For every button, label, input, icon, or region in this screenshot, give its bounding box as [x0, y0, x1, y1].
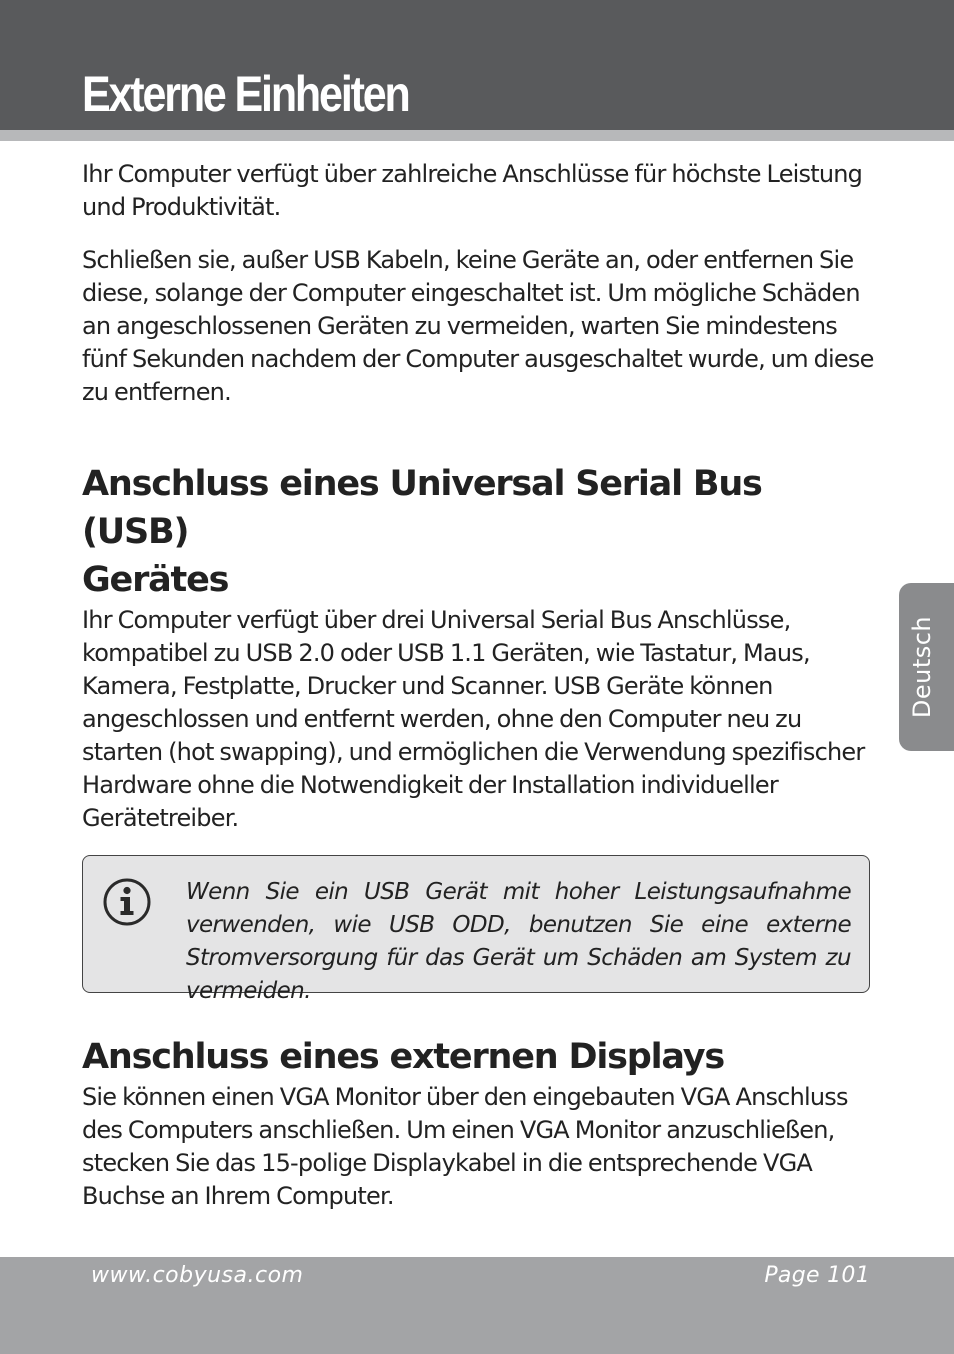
page-footer	[0, 1257, 954, 1354]
info-icon	[102, 877, 152, 927]
display-section-body: Sie können einen VGA Monitor über den eingebauten VGA Anschluss des Computers anschließen. Um einen VGA Monitor anzuschließen, stecken Sie das 15-polige Displaykabel in die entsprechende VGA Buchse an Ihrem Computer.	[82, 1083, 848, 1210]
usb-section-heading	[82, 460, 877, 604]
info-note-box	[82, 855, 870, 1004]
usb-heading-line-2: Gerätes	[82, 560, 229, 600]
page-title: Externe Einheiten	[82, 66, 409, 122]
page-content	[82, 158, 877, 1213]
display-section-heading: Anschluss eines externen Displays	[82, 1037, 724, 1077]
page-header	[0, 0, 954, 130]
usb-section-body: Ihr Computer verfügt über drei Universal Serial Bus Anschlüsse, kompatibel zu USB 2.0 oder USB 1.1 Geräten, wie Tastatur, Maus, Kamera, Festplatte, Drucker und Scanner. USB Geräte können angeschlossen und entfernt werden, ohne den Computer neu zu starten (hot swapping), und ermöglichen die Verwendung spezifischer Hardware ohne die Notwendigkeit der Installation individueller Gerätetreiber.	[82, 606, 865, 832]
usb-heading-line-1: Anschluss eines Universal Serial Bus (USB)	[82, 464, 762, 552]
intro-paragraph-2: Schließen sie, außer USB Kabeln, keine Geräte an, oder entfernen Sie diese, solange der Computer eingeschaltet ist. Um mögliche Schäden an angeschlossenen Geräten zu vermeiden, warten Sie mindestens fünf Sekunden nachdem der Computer ausgeschaltet wurde, um diese zu entfernen.	[82, 246, 874, 406]
intro-paragraph-1: Ihr Computer verfügt über zahlreiche Anschlüsse für höchste Leistung und Produktivität.	[82, 160, 863, 221]
info-note-text: Wenn Sie ein USB Gerät mit hoher Leistungsaufnahme verwenden, wie USB ODD, benutzen Sie eine externe Stromversorgung für das Gerät um Schäden am System zu vermeiden.	[186, 879, 851, 1004]
footer-page-number: Page 101	[764, 1263, 870, 1288]
language-side-tab	[899, 583, 954, 751]
header-divider	[0, 130, 954, 141]
footer-website: www.cobyusa.com	[91, 1263, 304, 1288]
language-side-tab-label: Deutsch	[908, 615, 936, 719]
